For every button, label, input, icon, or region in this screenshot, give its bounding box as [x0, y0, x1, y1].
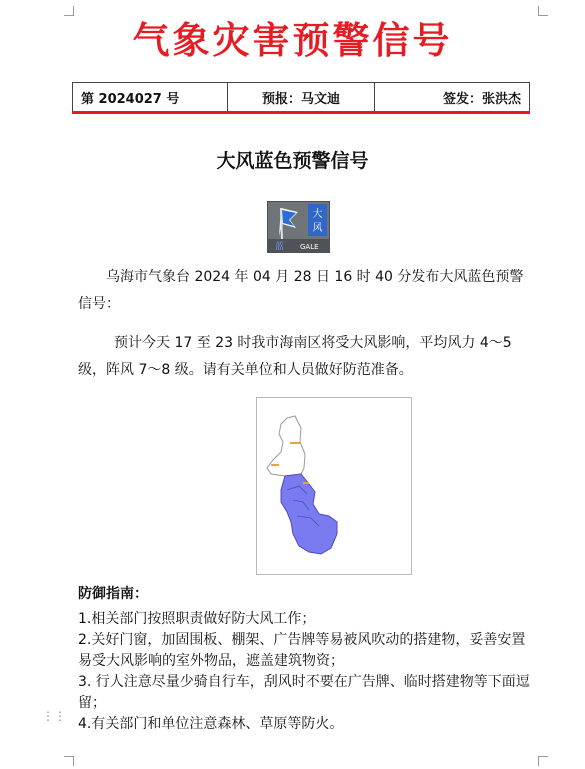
page-corner-mark — [538, 6, 548, 16]
hainan-district-shape — [281, 474, 337, 554]
guide-list — [78, 609, 530, 735]
issue-paragraph: 乌海市气象台 2024 年 04 月 28 日 16 时 40 分发布大风蓝色预警信号： — [78, 269, 524, 312]
icon-level: 蓝 — [275, 242, 285, 252]
icon-label-bottom: 风 — [312, 223, 323, 234]
map-marker — [271, 464, 279, 466]
icon-english: GALE — [300, 243, 319, 251]
page-corner-mark — [64, 756, 74, 766]
page-corner-mark — [538, 756, 548, 766]
gale-blue-warning-icon — [267, 201, 330, 253]
forecast-paragraph: 预计今天 17 至 23 时我市海南区将受大风影响，平均风力 4～5 级，阵风 7～8 级。请有关单位和人员做好防范准备。 — [78, 335, 512, 378]
meta-row — [72, 82, 530, 114]
forecaster: 预报：马文迪 — [227, 83, 374, 111]
warning-title: 大风蓝色预警信号 — [216, 150, 369, 172]
guide-item: 3. 行人注意尽量少骑自行车，刮风时不要在广告牌、临时搭建物等下面逗留； — [78, 674, 530, 711]
affected-area-map — [256, 397, 412, 575]
issue-number: 第 2024027 号 — [72, 83, 227, 111]
page-corner-mark — [64, 6, 74, 16]
north-district-shape — [267, 416, 305, 476]
map-marker — [303, 482, 309, 484]
icon-label-top: 大 — [312, 209, 323, 220]
guide-item: 4.有关部门和单位注意森林、草原等防火。 — [78, 716, 344, 732]
map-marker — [290, 442, 300, 444]
guide-title: 防御指南： — [78, 586, 148, 602]
guide-item: 1.相关部门按照职责做好防大风工作； — [78, 611, 316, 627]
guide-item: 2.关好门窗，加固围板、棚架、广告牌等易被风吹动的搭建物，妥善安置易受大风影响的室外物品，遮盖建筑物资； — [78, 632, 526, 669]
document-title: 气象灾害预警信号 — [132, 18, 453, 62]
drag-handle-icon[interactable]: ⋮⋮ — [42, 709, 66, 723]
issuer: 签发：张洪杰 — [374, 83, 530, 111]
